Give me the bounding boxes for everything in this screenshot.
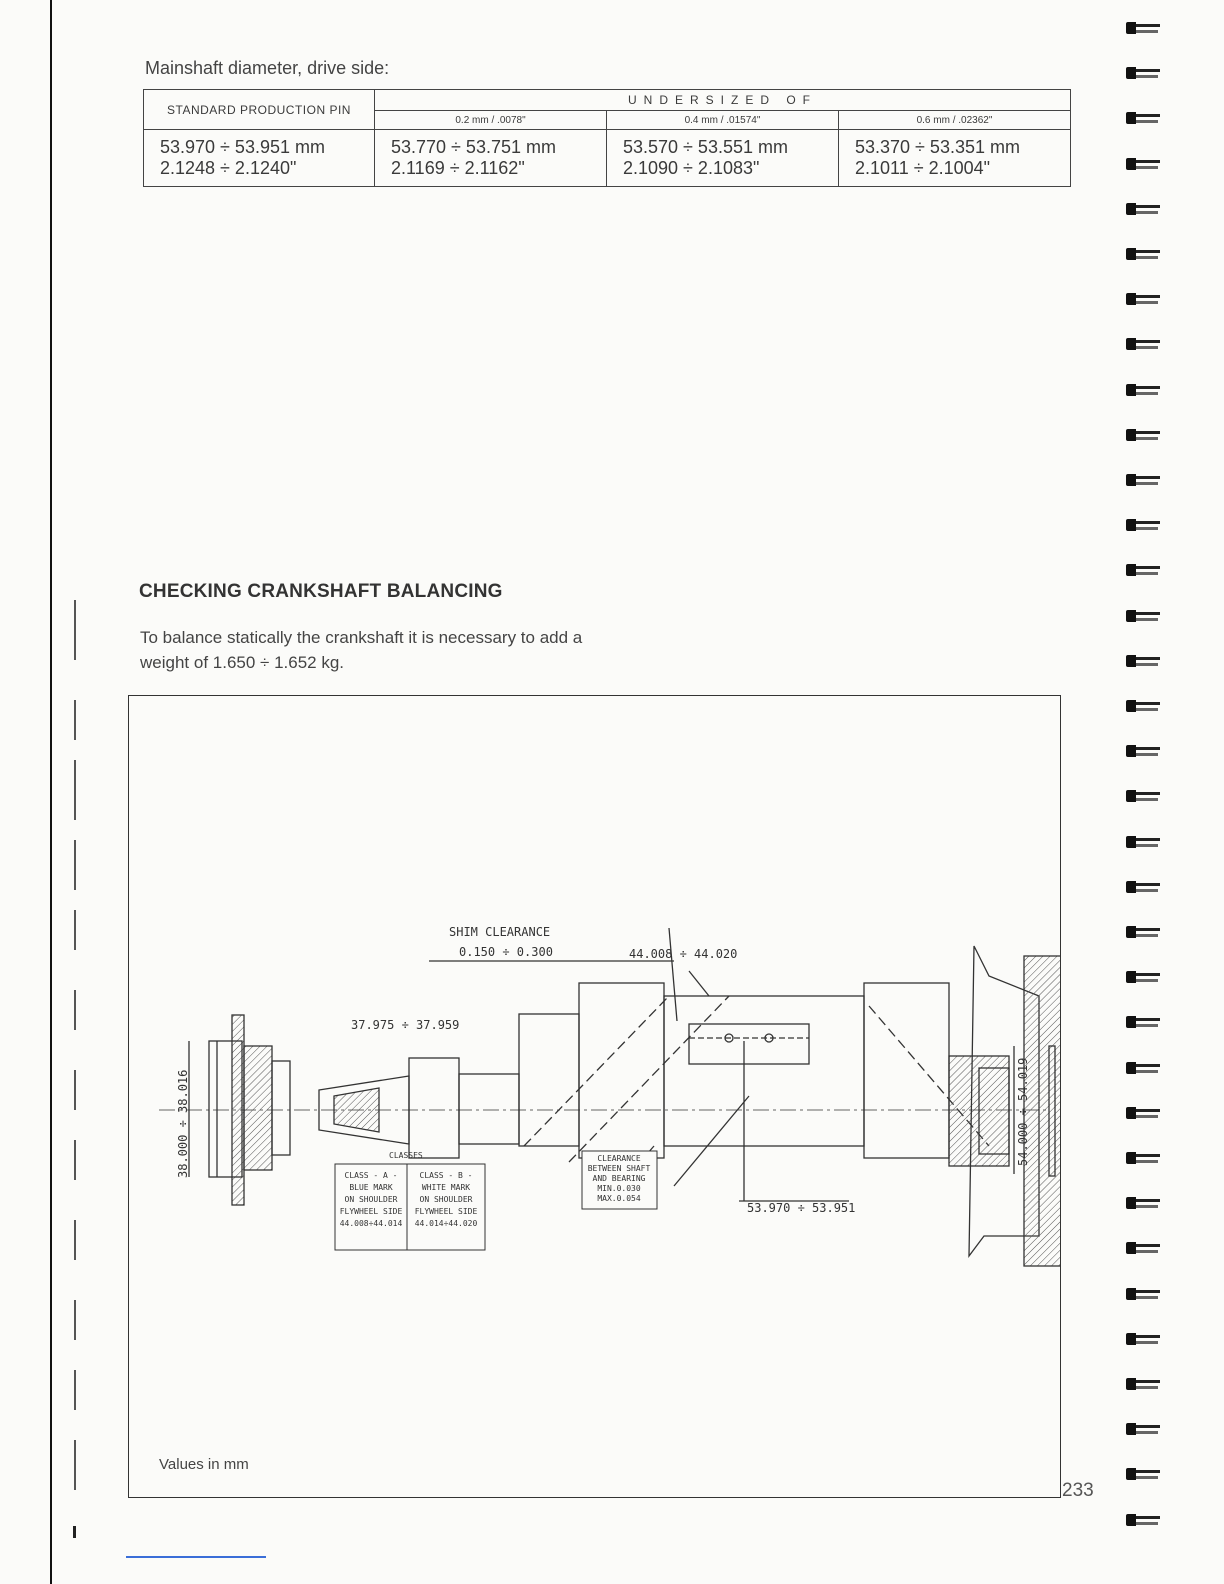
binding-ring [1126, 65, 1160, 81]
class-a-line: ON SHOULDER [344, 1195, 398, 1204]
cell-mm: 53.370 ÷ 53.351 mm [855, 137, 1020, 157]
binding-ring [1126, 1331, 1160, 1347]
dim-44-label: 44.008 ÷ 44.020 [629, 947, 738, 961]
binding-ring [1126, 1060, 1160, 1076]
binding-ring [1126, 1240, 1160, 1256]
shim-clearance-value: 0.150 ÷ 0.300 [459, 945, 553, 959]
margin-mark [73, 1526, 76, 1538]
binding-ring [1126, 201, 1160, 217]
binding-ring [1126, 1466, 1160, 1482]
values-note: Values in mm [159, 1456, 249, 1473]
binding-ring [1126, 924, 1160, 940]
table-cell-0-2 [375, 130, 607, 187]
section-body: To balance statically the crankshaft it is necessary to add a weight of 1.650 ÷ 1.652 kg. [140, 628, 583, 672]
tapered-shaft-end [319, 1058, 519, 1158]
binding-ring [1126, 1105, 1160, 1121]
binding-ring [1126, 427, 1160, 443]
table-cell-0-6 [839, 130, 1071, 187]
mainshaft-heading: Mainshaft diameter, drive side: [145, 58, 390, 78]
classes-title: CLASSES [389, 1151, 423, 1160]
right-flywheel-part [949, 946, 1060, 1266]
leader-44 [689, 971, 709, 996]
binding-ring [1126, 382, 1160, 398]
sub-header-0-2: 0.2 mm / .0078" [375, 111, 607, 130]
class-a-line: 44.008÷44.014 [339, 1219, 403, 1228]
binding-ring [1126, 472, 1160, 488]
clearance-line: BETWEEN SHAFT [587, 1164, 651, 1173]
clearance-line: MAX.0.054 [597, 1194, 641, 1203]
binding-ring [1126, 834, 1160, 850]
binding-ring [1126, 1014, 1160, 1030]
spiral-binding [1126, 20, 1166, 1560]
binding-ring [1126, 110, 1160, 126]
class-a-line: FLYWHEEL SIDE [339, 1207, 403, 1216]
cell-inch: 2.1248 ÷ 2.1240" [160, 158, 297, 178]
shim-clearance-label: SHIM CLEARANCE [449, 925, 551, 939]
class-b-line: WHITE MARK [421, 1183, 471, 1192]
cell-mm: 53.770 ÷ 53.751 mm [391, 137, 556, 157]
binding-ring [1126, 156, 1160, 172]
dim-38-label: 38.000 ÷ 38.016 [176, 1069, 190, 1178]
clearance-line: CLEARANCE [597, 1154, 641, 1163]
table-cell-0-4 [607, 130, 839, 187]
binding-ring [1126, 1421, 1160, 1437]
class-b-line: FLYWHEEL SIDE [414, 1207, 478, 1216]
page-edge [50, 0, 52, 1584]
binding-ring [1126, 1195, 1160, 1211]
binding-ring [1126, 653, 1160, 669]
binding-ring [1126, 788, 1160, 804]
class-b-line: CLASS - B - [419, 1171, 473, 1180]
class-b-line: ON SHOULDER [419, 1195, 473, 1204]
dim-37-label: 37.975 ÷ 37.959 [351, 1018, 460, 1032]
crankshaft-drawing [128, 695, 1061, 1498]
classes-box [335, 1151, 485, 1250]
class-b-line: 44.014÷44.020 [414, 1219, 478, 1228]
binding-ring [1126, 879, 1160, 895]
blue-rule [126, 1556, 266, 1558]
class-a-line: CLASS - A - [344, 1171, 398, 1180]
binding-ring [1126, 1150, 1160, 1166]
binding-ring [1126, 743, 1160, 759]
binding-ring [1126, 336, 1160, 352]
clearance-line: MIN.0.030 [597, 1184, 641, 1193]
dim-53-label: 53.970 ÷ 53.951 [747, 1201, 856, 1215]
section-title: CHECKING CRANKSHAFT BALANCING [139, 581, 503, 602]
sub-header-0-4: 0.4 mm / .01574" [607, 111, 839, 130]
sub-header-0-6: 0.6 mm / .02362" [839, 111, 1071, 130]
undersized-header: UNDERSIZED OF [375, 90, 1071, 111]
binding-ring [1126, 291, 1160, 307]
class-a-line: BLUE MARK [349, 1183, 393, 1192]
clearance-box [582, 1151, 657, 1209]
leader-clearance [674, 1096, 749, 1186]
crank-webs [519, 983, 989, 1162]
binding-ring [1126, 1512, 1160, 1528]
binding-ring [1126, 1376, 1160, 1392]
binding-ring [1126, 562, 1160, 578]
binding-ring [1126, 1286, 1160, 1302]
binding-ring [1126, 969, 1160, 985]
binding-ring [1126, 20, 1160, 36]
crankshaft-drawing-svg [129, 696, 1060, 1497]
table-cell-standard [144, 130, 375, 187]
clearance-line: AND BEARING [592, 1174, 646, 1183]
margin-ticks [72, 0, 78, 1584]
binding-ring [1126, 608, 1160, 624]
binding-ring [1126, 698, 1160, 714]
mainshaft-diameter-table [143, 89, 1071, 187]
shim-leader [669, 928, 677, 1021]
dim-54-label: 54.000 ÷ 54.019 [1016, 1057, 1030, 1166]
page-number: 233 [1062, 1480, 1094, 1501]
binding-ring [1126, 246, 1160, 262]
standard-header: STANDARD PRODUCTION PIN [144, 90, 375, 130]
cell-inch: 2.1011 ÷ 2.1004" [855, 158, 991, 178]
cell-inch: 2.1090 ÷ 2.1083" [623, 158, 760, 178]
cell-inch: 2.1169 ÷ 2.1162" [391, 158, 525, 178]
cell-mm: 53.970 ÷ 53.951 mm [160, 137, 325, 157]
cell-mm: 53.570 ÷ 53.551 mm [623, 137, 788, 157]
binding-ring [1126, 517, 1160, 533]
